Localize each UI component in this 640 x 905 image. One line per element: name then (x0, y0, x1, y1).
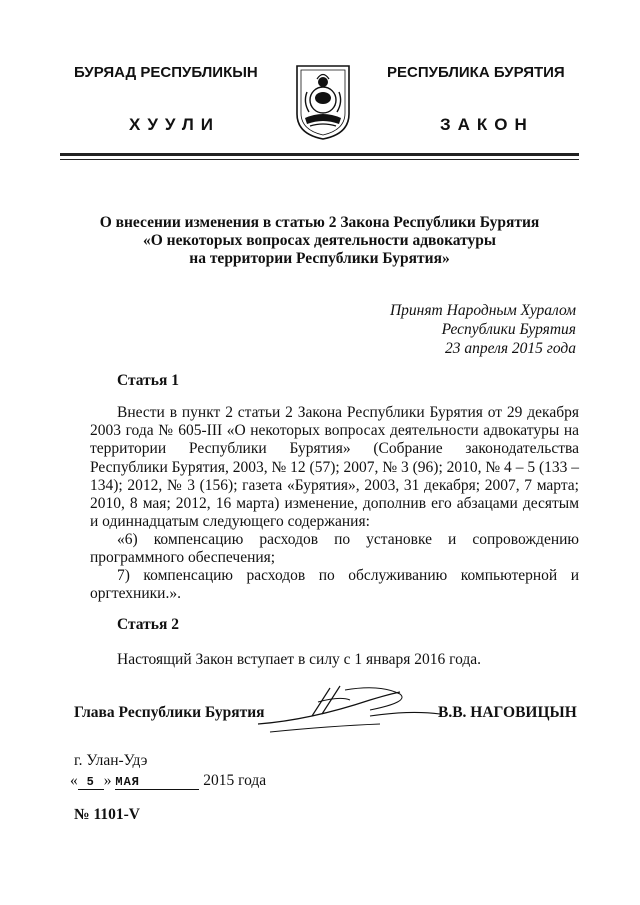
article-2-paragraph: Настоящий Закон вступает в силу с 1 января 2016 года. (117, 651, 482, 668)
article-1-paragraph: Внести в пункт 2 статьи 2 Закона Республики Бурятия от 29 декабря 2003 года № 605-III «О некоторых вопросах деятельности адвокатуры на территории Республики Бурятия» (Собрание законодательства Республики Бурятия, 2003, № 12 (57); 2007, № 3 (96); 2010, № 4 – 5 (133 – 134); 2012, № 3 (156); газета «Бурятия», 2003, 31 декабря; 2007, 7 марта; 2010, 8 мая; 2012, 16 марта) изменение, дополнив его абзацами десятым и одиннадцатым следующего содержания: (90, 404, 579, 531)
adoption-line-1: Принят Народным Хуралом (389, 302, 576, 319)
coat-of-arms-emblem-icon (293, 62, 353, 142)
signature-position: Глава Республики Бурятия (74, 704, 265, 721)
law-title-line-3: на территории Республики Бурятия» (189, 250, 450, 267)
header-right-top: РЕСПУБЛИКА БУРЯТИЯ (387, 64, 565, 81)
adoption-line-3: 23 апреля 2015 года (444, 340, 576, 357)
adoption-line-2: Республики Бурятия (441, 321, 576, 338)
header-rule-thick (60, 153, 579, 156)
handwritten-signature (250, 680, 450, 740)
law-title-line-2: «О некоторых вопросах деятельности адвокатуры (142, 232, 497, 249)
header-rule-thin (60, 159, 579, 160)
date-day: 5 (78, 775, 104, 790)
article-1-item-7: 7) компенсацию расходов по обслуживанию компьютерной и оргтехники.». (90, 567, 579, 603)
adoption-note (390, 301, 576, 358)
date-line (70, 772, 266, 790)
article-1-item-6: «6) компенсацию расходов по установке и сопровождению программного обеспечения; (90, 531, 579, 567)
signature-name: В.В. НАГОВИЦЫН (438, 704, 577, 721)
header-left-top: БУРЯАД РЕСПУБЛИКЫН (74, 64, 258, 81)
law-title-line-1: О внесении изменения в статью 2 Закона Республики Бурятия (99, 214, 540, 231)
date-close-quote: » (103, 772, 112, 789)
header-right-bottom: ЗАКОН (440, 115, 534, 134)
law-number: № 1101-V (74, 806, 140, 823)
date-open-quote: « (70, 772, 78, 789)
law-title (60, 214, 579, 268)
article-2-heading: Статья 2 (117, 616, 179, 633)
article-1-heading: Статья 1 (117, 372, 179, 389)
date-year: 2015 года (203, 772, 267, 789)
header-left-bottom: ХУУЛИ (129, 115, 220, 134)
date-month: МАЯ (115, 775, 199, 790)
place: г. Улан-Удэ (74, 752, 148, 769)
